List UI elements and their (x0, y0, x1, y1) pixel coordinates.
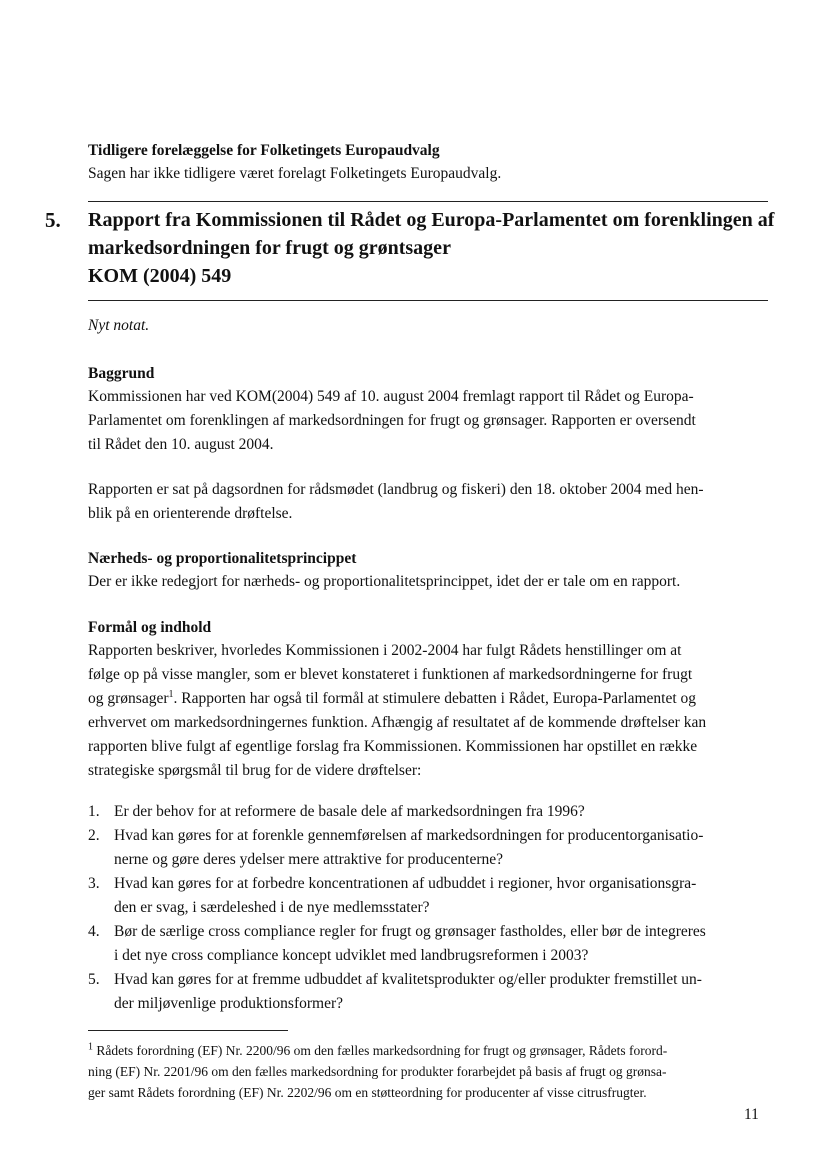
footnote-reference[interactable]: 1 (168, 688, 174, 700)
item-title-line1: Rapport fra Kommissionen til Rådet og Europa-Parlamentet om forenklingen af (88, 209, 775, 231)
divider-bottom (88, 300, 768, 301)
text-line: følge op på visse mangler, som er blevet konstateret i funktionen af markedsordningerne for frugt (88, 666, 693, 683)
list-number: 3. (88, 875, 100, 892)
text-line: Hvad kan gøres for at fremme udbuddet af kvalitetsprodukter og/eller produkter fremstillet un- (114, 971, 702, 988)
text-line: Hvad kan gøres for at forenkle gennemførelsen af markedsordningen for producentorganisatio- (114, 827, 704, 844)
text-line: ning (EF) Nr. 2201/96 om den fælles markedsordning for produkter forarbejdet på basis af frugt og grønsa- (88, 1064, 667, 1079)
list-number: 2. (88, 827, 100, 844)
text-line: erhvervet om markedsordningernes funktion. Afhængig af resultatet af de kommende drøftelser kan (88, 714, 707, 731)
list-item (88, 824, 754, 872)
item-number: 5. (45, 208, 61, 232)
list-item (88, 920, 754, 968)
text-line: der miljøvenlige produktionsformer? (114, 995, 343, 1012)
text-line: den er svag, i særdeleshed i de nye medlemsstater? (114, 899, 430, 916)
text-line: strategiske spørgsmål til brug for de videre drøftelser: (88, 762, 422, 779)
text-line: ger samt Rådets forordning (EF) Nr. 2202/96 om en støtteordning for producenter af visse citrusfrugter. (88, 1085, 647, 1100)
list-number: 1. (88, 803, 100, 820)
text-line: Bør de særlige cross compliance regler for frugt og grønsager fastholdes, eller bør de integreres (114, 923, 706, 940)
naerhed-text: Der er ikke redegjort for nærheds- og proportionalitetsprincippet, idet der er tale om en rapport. (88, 573, 681, 590)
questions-list (88, 800, 754, 1016)
text-segment: og grønsager (88, 690, 169, 707)
section-heading-baggrund: Baggrund (88, 365, 155, 382)
text-line: Rapporten beskriver, hvorledes Kommissionen i 2002-2004 har fulgt Rådets henstillinger om at (88, 642, 682, 659)
text-line: Er der behov for at reformere de basale dele af markedsordningen fra 1996? (114, 803, 585, 820)
prior-heading: Tidligere forelæggelse for Folketingets Europaudvalg (88, 142, 440, 159)
text-segment: . Rapporten har også til formål at stimulere debatten i Rådet, Europa-Parlamentet og (173, 690, 697, 707)
footnote (88, 1040, 768, 1103)
list-number: 4. (88, 923, 100, 940)
list-number: 5. (88, 971, 100, 988)
footnote-divider (88, 1030, 288, 1031)
note-text: Nyt notat. (88, 317, 150, 334)
item-title-line2: markedsordningen for frugt og grøntsager (88, 237, 451, 259)
section-heading-formaal: Formål og indhold (88, 619, 212, 636)
text-line (88, 1040, 768, 1061)
text-line: i det nye cross compliance koncept udviklet med landbrugsreformen i 2003? (114, 947, 589, 964)
text-line: Rapporten er sat på dagsordnen for rådsmødet (landbrug og fiskeri) den 18. oktober 2004 med hen- (88, 481, 704, 498)
footnote-marker: 1 (88, 1041, 93, 1053)
divider-top (88, 201, 768, 202)
text-segment: Rådets forordning (EF) Nr. 2200/96 om den fælles markedsordning for frugt og grønsager, Rådets forord- (96, 1043, 668, 1058)
text-line: rapporten blive fulgt af egentlige forslag fra Kommissionen. Kommissionen har opstillet en række (88, 738, 698, 755)
text-line: til Rådet den 10. august 2004. (88, 436, 274, 453)
text-line (88, 687, 754, 711)
list-item (88, 872, 754, 920)
list-item (88, 800, 754, 824)
text-line: Kommissionen har ved KOM(2004) 549 af 10. august 2004 fremlagt rapport til Rådet og Europa- (88, 388, 694, 405)
list-item (88, 968, 754, 1016)
section-heading-naerhed: Nærheds- og proportionalitetsprincippet (88, 550, 357, 567)
baggrund-paragraph-2 (88, 478, 754, 526)
formaal-paragraph (88, 639, 754, 783)
page-number: 11 (744, 1106, 759, 1123)
item-reference: KOM (2004) 549 (88, 265, 232, 287)
text-line: blik på en orienterende drøftelse. (88, 505, 293, 522)
text-line: Parlamentet om forenklingen af markedsordningen for frugt og grønsager. Rapporten er oversendt (88, 412, 696, 429)
text-line: nerne og gøre deres ydelser mere attraktive for producenterne? (114, 851, 504, 868)
prior-text: Sagen har ikke tidligere været forelagt Folketingets Europaudvalg. (88, 165, 502, 182)
baggrund-paragraph-1 (88, 385, 754, 457)
text-line: Hvad kan gøres for at forbedre koncentrationen af udbuddet i regioner, hvor organisationsgra- (114, 875, 697, 892)
